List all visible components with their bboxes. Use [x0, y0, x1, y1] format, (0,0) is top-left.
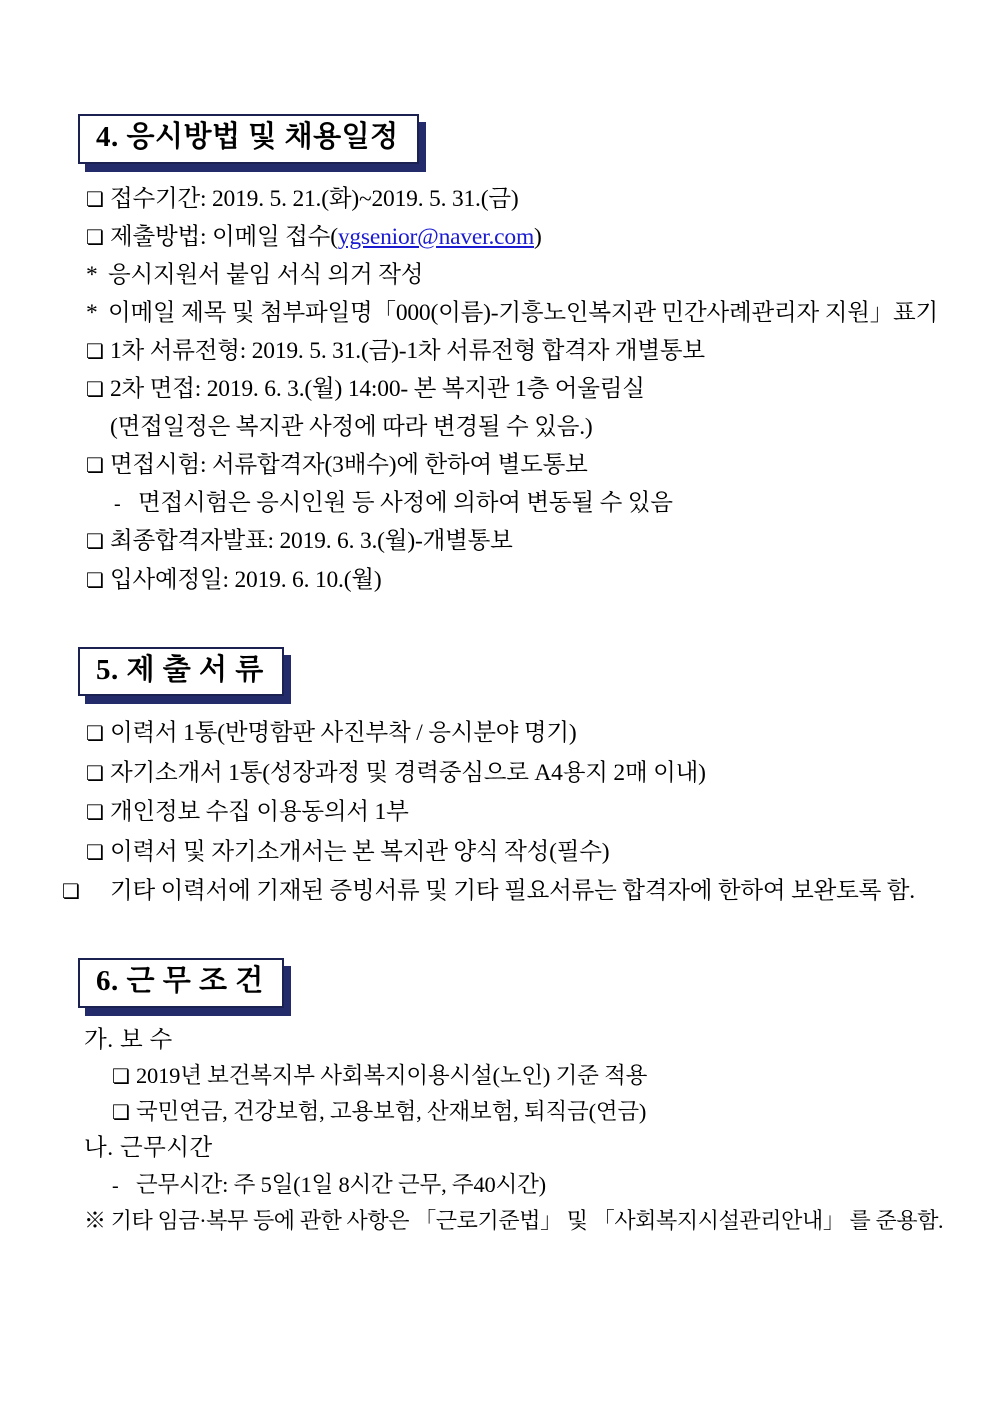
list-item-text-before-link: 제출방법: 이메일 접수(	[110, 223, 338, 250]
list-item	[86, 446, 932, 484]
email-link[interactable]: ygsenior@naver.com	[337, 223, 535, 250]
section-5-heading-text: 5. 제 출 서 류	[78, 647, 284, 697]
bullet-icon: ❏	[86, 723, 104, 746]
note-item	[86, 256, 932, 294]
sub-list-item	[86, 484, 932, 522]
bullet-icon: ❏	[86, 841, 104, 864]
list-item	[84, 1058, 936, 1094]
asterisk-icon: *	[86, 262, 98, 289]
bullet-icon: ❏	[86, 569, 104, 592]
bullet-icon: ❏	[86, 226, 104, 249]
list-item-text: 이력서 1통(반명함판 사진부착 / 응시분야 명기)	[110, 720, 577, 747]
list-item	[86, 370, 932, 408]
list-item	[86, 754, 934, 793]
dash-icon: -	[112, 1174, 119, 1197]
list-item	[86, 218, 932, 256]
asterisk-icon: *	[86, 300, 98, 327]
list-item	[86, 332, 932, 370]
bullet-icon: ❏	[86, 762, 104, 785]
list-item-text: 기타 이력서에 기재된 증빙서류 및 기타 필요서류는 합격자에 한하여 보완토록 함.	[110, 878, 915, 905]
section-5-heading	[78, 647, 284, 697]
note-item-text: 응시지원서 붙임 서식 의거 작성	[108, 262, 424, 289]
list-item-text: 접수기간: 2019. 5. 21.(화)~2019. 5. 31.(금)	[110, 185, 519, 212]
sub-list-item-text: 면접시험은 응시인원 등 사정에 의하여 변동될 수 있음	[138, 490, 673, 517]
list-item-text: 개인정보 수집 이용동의서 1부	[110, 799, 409, 826]
subsection-b-label: 나. 근무시간	[84, 1135, 213, 1162]
bullet-icon: ❏	[62, 881, 80, 904]
list-item	[86, 180, 932, 218]
section-4-body	[0, 180, 992, 599]
list-item-text: 국민연금, 건강보험, 고용보험, 산재보험, 퇴직금(연금)	[136, 1099, 647, 1125]
section-6-heading	[78, 958, 284, 1008]
section-4-heading-text: 4. 응시방법 및 채용일정	[78, 114, 419, 164]
bullet-icon: ❏	[86, 802, 104, 825]
list-item-text: 1차 서류전형: 2019. 5. 31.(금)-1차 서류전형 합격자 개별통보	[110, 338, 705, 365]
list-item	[86, 793, 934, 832]
list-item-text: 2019년 보건복지부 사회복지이용시설(노인) 기준 적용	[136, 1063, 648, 1089]
list-item	[62, 872, 934, 911]
list-item-text: 2차 면접: 2019. 6. 3.(월) 14:00- 본 복지관 1층 어울림실	[110, 376, 645, 403]
bullet-icon: ❏	[112, 1102, 130, 1125]
section-6-body	[0, 1022, 992, 1238]
subsection-a-label: 가. 보 수	[84, 1026, 173, 1053]
dash-icon: -	[114, 493, 121, 516]
section-5-body	[0, 714, 992, 911]
section-6-heading-text: 6. 근 무 조 건	[78, 958, 284, 1008]
list-item	[86, 714, 934, 753]
note-item	[86, 294, 939, 332]
note-item-text: 이메일 제목 및 첨부파일명「000(이름)-기흥노인복지관 민간사례관리자 지원」표기	[108, 300, 939, 327]
bullet-icon: ❏	[86, 531, 104, 554]
list-item-text: 면접시험: 서류합격자(3배수)에 한하여 별도통보	[110, 452, 588, 479]
list-item	[86, 561, 932, 599]
list-item-text: 최종합격자발표: 2019. 6. 3.(월)-개별통보	[110, 528, 513, 555]
section-6-note: ※ 기타 임금·복무 등에 관한 사항은 「근로기준법」 및 「사회복지시설관리안내」 를 준용함.	[84, 1207, 944, 1233]
sub-list-item-text: 근무시간: 주 5일(1일 8시간 근무, 주40시간)	[136, 1171, 546, 1197]
list-item-text: 입사예정일: 2019. 6. 10.(월)	[110, 566, 382, 593]
list-item	[86, 833, 934, 872]
bullet-icon: ❏	[86, 379, 104, 402]
list-item-text-after-link: )	[534, 223, 542, 250]
bullet-icon: ❏	[86, 341, 104, 364]
list-item	[86, 522, 932, 560]
list-item-wrapper	[62, 872, 934, 911]
section-4-heading	[78, 114, 419, 164]
sub-list-item	[84, 1167, 936, 1203]
list-item-text: 이력서 및 자기소개서는 본 복지관 양식 작성(필수)	[110, 838, 610, 865]
bullet-icon: ❏	[86, 455, 104, 478]
list-item-text: 자기소개서 1통(성장과정 및 경력중심으로 A4용지 2매 이내)	[110, 759, 706, 786]
bullet-icon: ❏	[112, 1066, 130, 1089]
list-item-text: (면접일정은 복지관 사정에 따라 변경될 수 있음.)	[110, 414, 593, 441]
list-item	[84, 1094, 936, 1130]
bullet-icon: ❏	[86, 188, 104, 211]
list-item-continuation	[86, 408, 932, 446]
